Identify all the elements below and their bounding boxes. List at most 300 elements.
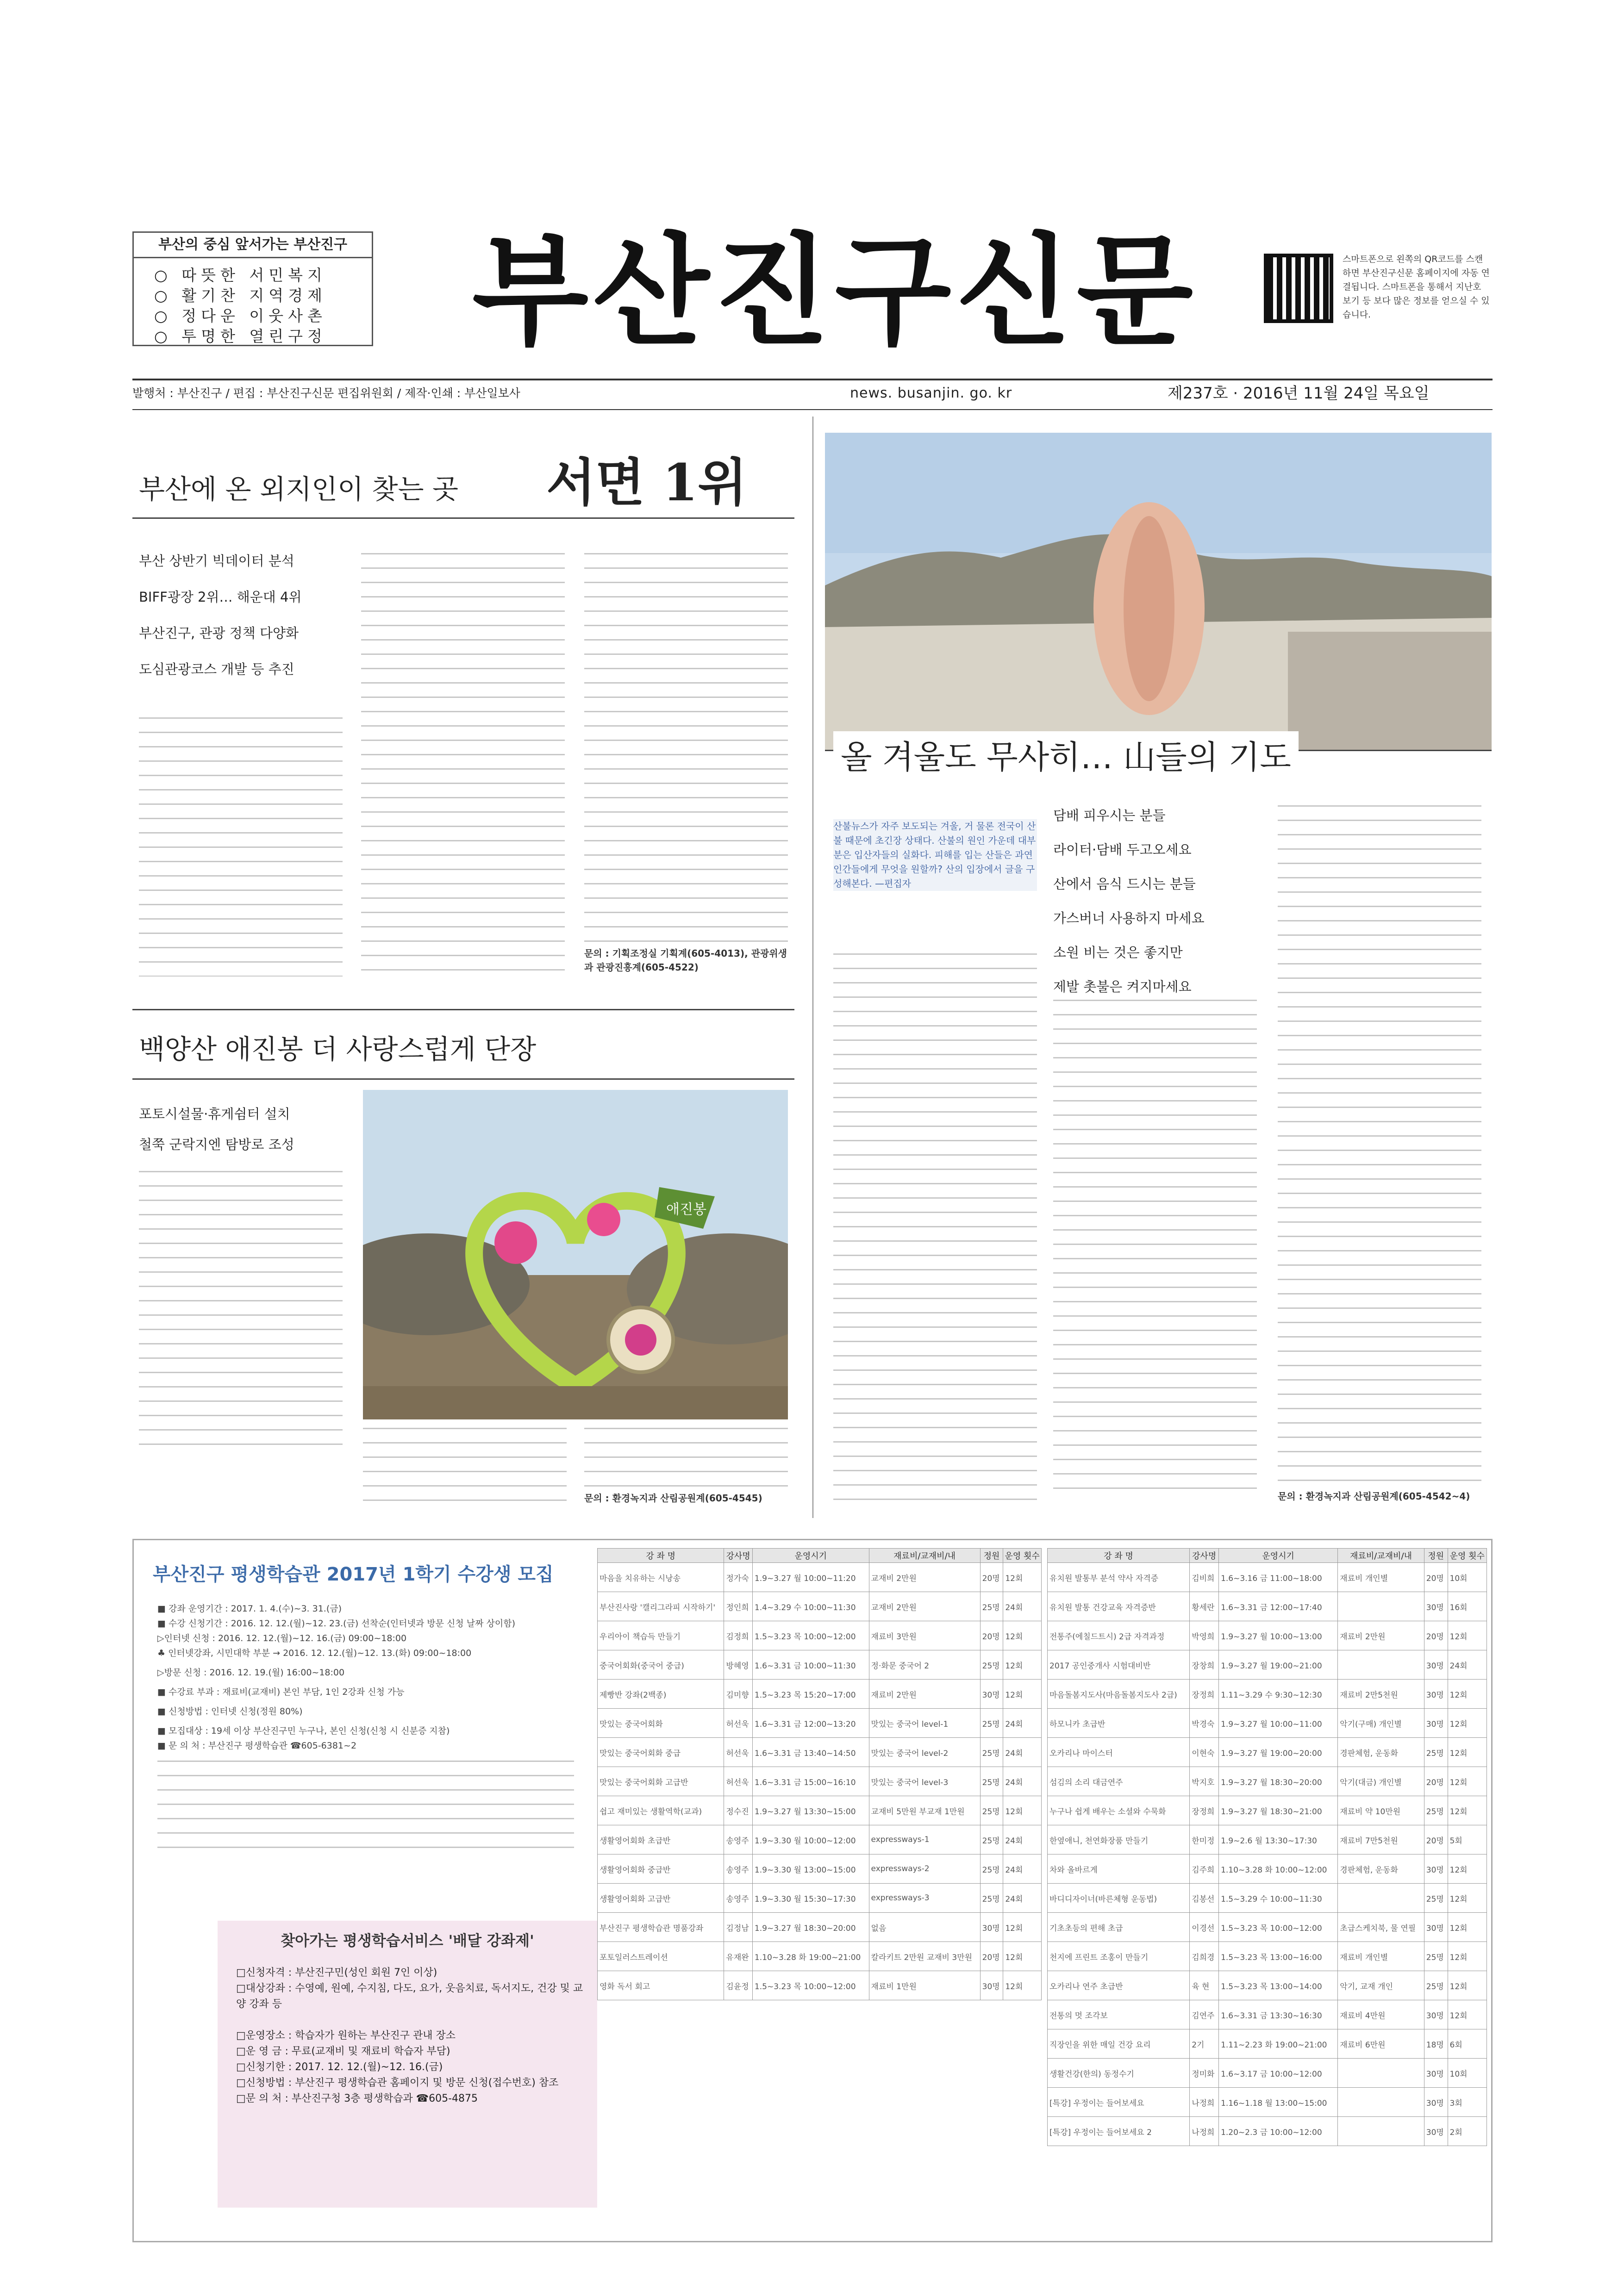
col-header: 강 좌 명 bbox=[598, 1549, 724, 1563]
table-cell bbox=[1338, 1884, 1424, 1913]
table-cell: 재료비 2만원 bbox=[1338, 1621, 1424, 1650]
table-cell: 재료비 7만5천원 bbox=[1338, 1825, 1424, 1854]
table-cell: 24회 bbox=[1003, 1884, 1042, 1913]
table-cell: 1.5~3.23 목 10:00~12:00 bbox=[1219, 1913, 1338, 1942]
table-cell: 1.6~3.31 금 13:40~14:50 bbox=[752, 1738, 869, 1767]
table-cell: 12회 bbox=[1448, 1796, 1487, 1825]
article3-lead: 산불뉴스가 자주 보도되는 겨울, 거 물론 전국이 산불 때문에 초긴장 상태다. 산불의 원인 가운데 대부분은 입산자들의 실화다. 피해를 입는 산들은 과연 인간들에게 무엇을 원할까? 산의 입장에서 글을 구성해본다. —편집자 bbox=[833, 819, 1037, 891]
table-cell: 1.9~3.30 월 13:00~15:00 bbox=[752, 1854, 869, 1884]
table-cell: 1.6~3.31 금 15:00~16:10 bbox=[752, 1767, 869, 1796]
table-cell: 재료비 1만원 bbox=[869, 1971, 980, 2000]
table-cell: 유재완 bbox=[724, 1942, 753, 1971]
table-cell: 20명 bbox=[1424, 1767, 1448, 1796]
table-row bbox=[1048, 2029, 1487, 2059]
table-cell: 김윤정 bbox=[724, 1971, 753, 2000]
recruit-info bbox=[157, 1601, 583, 1848]
table-cell: 제빵반 강좌(2백종) bbox=[598, 1680, 724, 1709]
table-cell: 맛있는 중국어 level-3 bbox=[869, 1767, 980, 1796]
callout: 담배 피우시는 분들 bbox=[1053, 808, 1166, 823]
slogan-line: ○ 활기찬 지역경제 bbox=[154, 286, 327, 305]
table-cell: 섬김의 소리 대금연주 bbox=[1048, 1767, 1190, 1796]
table-cell: 1.6~3.17 금 10:00~12:00 bbox=[1219, 2059, 1338, 2088]
table-cell: 재료비 3만원 bbox=[869, 1621, 980, 1650]
table-cell: 1.5~3.23 목 13:00~14:00 bbox=[1219, 1971, 1338, 2000]
col-header: 운영시기 bbox=[1219, 1549, 1338, 1563]
table-cell: 1.9~3.30 월 15:30~17:30 bbox=[752, 1884, 869, 1913]
table-cell: 쉽고 재미있는 생활역학(교과) bbox=[598, 1796, 724, 1825]
table-cell: 24회 bbox=[1003, 1854, 1042, 1884]
table-cell: 박경숙 bbox=[1190, 1709, 1219, 1738]
website-link[interactable]: news. busanjin. go. kr bbox=[850, 385, 1012, 401]
table-cell: 18명 bbox=[1424, 2029, 1448, 2059]
table-cell: 12회 bbox=[1448, 1680, 1487, 1709]
article2-body-col1 bbox=[139, 1171, 343, 1458]
article1-subheads bbox=[139, 551, 301, 679]
callout: 제발 촛불은 켜지마세요 bbox=[1053, 979, 1192, 995]
table-cell: 하모니카 초급반 bbox=[1048, 1709, 1190, 1738]
table-cell: 장정희 bbox=[1190, 1680, 1219, 1709]
table-cell: 24회 bbox=[1003, 1592, 1042, 1621]
article3-callouts bbox=[1053, 805, 1205, 997]
course-table-left bbox=[597, 1548, 1042, 2000]
table-cell: 20명 bbox=[1424, 1563, 1448, 1592]
table-cell: 1.16~1.18 월 13:00~15:00 bbox=[1219, 2088, 1338, 2117]
table-cell: 1.9~3.27 월 19:00~20:00 bbox=[1219, 1738, 1338, 1767]
table-cell: 12회 bbox=[1003, 1942, 1042, 1971]
table-cell: 포토일러스트레이션 bbox=[598, 1942, 724, 1971]
col-header: 운영시기 bbox=[752, 1549, 869, 1563]
table-cell: 30명 bbox=[980, 1680, 1003, 1709]
info-line: ♣ 인터넷강좌, 시민대학 부분 → 2016. 12. 12.(월)~12. 13.(화) 09:00~18:00 bbox=[157, 1648, 472, 1658]
table-cell: 차와 올바르게 bbox=[1048, 1854, 1190, 1884]
info-line: ■ 신청방법 : 인터넷 신청(정원 80%) bbox=[157, 1706, 303, 1717]
table-cell: 경판체험, 운동화 bbox=[1338, 1738, 1424, 1767]
article1-body-col3 bbox=[584, 553, 788, 944]
table-row bbox=[1048, 1650, 1487, 1680]
table-cell: 맛있는 중국어회화 고급반 bbox=[598, 1767, 724, 1796]
table-cell: 25명 bbox=[980, 1650, 1003, 1680]
table-cell: 1.20~2.3 금 10:00~12:00 bbox=[1219, 2117, 1338, 2146]
table-cell: 30명 bbox=[1424, 1592, 1448, 1621]
table-cell: 1.9~3.30 월 10:00~12:00 bbox=[752, 1825, 869, 1854]
col-header: 강 좌 명 bbox=[1048, 1549, 1190, 1563]
table-cell: 2기 bbox=[1190, 2029, 1219, 2059]
table-cell: 장창희 bbox=[1190, 1650, 1219, 1680]
table-cell: 12회 bbox=[1448, 1971, 1487, 2000]
mountain-photo-art bbox=[825, 433, 1492, 750]
table-cell: 맛있는 중국어회화 중급 bbox=[598, 1738, 724, 1767]
info-bar bbox=[132, 379, 1493, 410]
article1-contact: 문의 : 기획조정실 기획계(605-4013), 관광위생과 관광진흥계(605-4522) bbox=[584, 948, 787, 973]
promo-line: □운 영 금 : 무료(교재비 및 재료비 학습자 부담) bbox=[236, 2046, 450, 2057]
table-cell: 12회 bbox=[1448, 1738, 1487, 1767]
table-cell: 마음돌봄지도사(마음돌봄지도사 2급) bbox=[1048, 1680, 1190, 1709]
table-cell: 교재비 2만원 bbox=[869, 1563, 980, 1592]
table-cell: 12회 bbox=[1003, 1796, 1042, 1825]
table-cell: 1.6~3.31 금 12:00~13:20 bbox=[752, 1709, 869, 1738]
table-cell: 12회 bbox=[1448, 1709, 1487, 1738]
table-row bbox=[598, 1738, 1042, 1767]
table-cell: 부산진구 평생학습관 명품강좌 bbox=[598, 1913, 724, 1942]
table-cell: 악기, 교재 개인 bbox=[1338, 1971, 1424, 2000]
table-cell: 재료비 6만원 bbox=[1338, 2029, 1424, 2059]
table-cell: 정·화문 중국어 2 bbox=[869, 1650, 980, 1680]
article2-headline: 백양산 애진봉 더 사랑스럽게 단장 bbox=[139, 1033, 537, 1065]
table-cell: 교재비 2만원 bbox=[869, 1592, 980, 1621]
table-cell: 정수진 bbox=[724, 1796, 753, 1825]
table-cell: 12회 bbox=[1448, 1767, 1487, 1796]
table-cell: 바디디자이너(바른체형 운동법) bbox=[1048, 1884, 1190, 1913]
table-cell: 김미향 bbox=[724, 1680, 753, 1709]
table-row bbox=[1048, 1738, 1487, 1767]
table-cell: 장정희 bbox=[1190, 1796, 1219, 1825]
table-cell: 2017 공인중개사 시험대비반 bbox=[1048, 1650, 1190, 1680]
table-cell: 1.5~3.23 목 15:20~17:00 bbox=[752, 1680, 869, 1709]
table-cell: 12회 bbox=[1003, 1621, 1042, 1650]
table-cell: 천지에 프린트 조홍이 만들기 bbox=[1048, 1942, 1190, 1971]
table-row bbox=[1048, 1854, 1487, 1884]
table-cell: 생활건강(한의) 동정수기 bbox=[1048, 2059, 1190, 2088]
table-cell: 25명 bbox=[980, 1738, 1003, 1767]
table-cell: 전통주(에칠드트시) 2급 자격과정 bbox=[1048, 1621, 1190, 1650]
table-cell: 25명 bbox=[980, 1884, 1003, 1913]
article3-headline: 올 겨울도 무사히… 山들의 기도 bbox=[833, 731, 1299, 778]
promo-lines bbox=[236, 1965, 588, 2107]
table-cell: 경판체험, 운동화 bbox=[1338, 1854, 1424, 1884]
article3-contact: 문의 : 환경녹지과 산림공원계(605-4542~4) bbox=[1278, 1491, 1470, 1502]
article3-body-col3 bbox=[1278, 805, 1481, 1486]
table-cell: 25명 bbox=[980, 1709, 1003, 1738]
table-row bbox=[598, 1650, 1042, 1680]
table-cell: 악기(대금) 개인별 bbox=[1338, 1767, 1424, 1796]
table-cell: 허선욱 bbox=[724, 1767, 753, 1796]
table-cell: 한옆애니, 천연화장품 만들기 bbox=[1048, 1825, 1190, 1854]
table-cell: 24회 bbox=[1003, 1825, 1042, 1854]
table-row bbox=[598, 1680, 1042, 1709]
article1-headline: 서면 1위 bbox=[546, 453, 747, 512]
table-cell: 10회 bbox=[1448, 1563, 1487, 1592]
table-row bbox=[598, 1709, 1042, 1738]
table-cell: 송영주 bbox=[724, 1884, 753, 1913]
table-cell: 24회 bbox=[1003, 1738, 1042, 1767]
table-row bbox=[598, 1942, 1042, 1971]
subhead: 도심관광코스 개발 등 추진 bbox=[139, 661, 294, 677]
table-cell: 3회 bbox=[1448, 2088, 1487, 2117]
table-cell: 12회 bbox=[1448, 1854, 1487, 1884]
table-cell: 20명 bbox=[980, 1563, 1003, 1592]
table-cell bbox=[1338, 1592, 1424, 1621]
table-cell: expressways-2 bbox=[869, 1854, 980, 1884]
table-cell: 정가숙 bbox=[724, 1563, 753, 1592]
table-cell: 마음을 치유하는 시낭송 bbox=[598, 1563, 724, 1592]
table-cell bbox=[1338, 2088, 1424, 2117]
promo-line: □대상강좌 : 수영예, 원예, 수지침, 다도, 요가, 웃음치료, 독서지도, 건강 및 교양 강좌 등 bbox=[236, 1983, 583, 2010]
table-cell: 김연주 bbox=[1190, 2000, 1219, 2029]
table-cell: 1.9~3.27 월 19:00~21:00 bbox=[1219, 1650, 1338, 1680]
table-cell: 12회 bbox=[1448, 2000, 1487, 2029]
publisher-info: 발행처 : 부산진구 / 편집 : 부산진구신문 편집위원회 / 제작·인쇄 : 부산일보사 bbox=[132, 386, 520, 400]
aejinbong-photo bbox=[363, 1090, 788, 1419]
table-cell: 25명 bbox=[1424, 1738, 1448, 1767]
table-cell: 교재비 5만원 부교재 1만원 bbox=[869, 1796, 980, 1825]
table-cell: expressways-3 bbox=[869, 1884, 980, 1913]
table-cell: 전통의 멋 조각보 bbox=[1048, 2000, 1190, 2029]
table-row bbox=[1048, 2088, 1487, 2117]
table-cell: 12회 bbox=[1448, 1942, 1487, 1971]
table-cell: 30명 bbox=[1424, 2000, 1448, 2029]
table-cell: 생활영어회화 중급반 bbox=[598, 1854, 724, 1884]
table-row bbox=[1048, 1767, 1487, 1796]
table-cell: 24회 bbox=[1003, 1709, 1042, 1738]
table-cell bbox=[1338, 1650, 1424, 1680]
table-cell: 재료비 4만원 bbox=[1338, 2000, 1424, 2029]
info-line: ■ 강좌 운영기간 : 2017. 1. 4.(수)~3. 31.(금) bbox=[157, 1604, 342, 1614]
table-cell: 김정희 bbox=[724, 1621, 753, 1650]
table-cell: 1.9~3.27 월 13:30~15:00 bbox=[752, 1796, 869, 1825]
divider bbox=[132, 1078, 794, 1080]
subhead: BIFF광장 2위… 해운대 4위 bbox=[139, 589, 302, 605]
table-cell: 1.5~3.23 목 10:00~12:00 bbox=[752, 1621, 869, 1650]
table-row bbox=[1048, 2117, 1487, 2146]
article2-body-col2 bbox=[363, 1428, 567, 1502]
article3-body-col2 bbox=[1053, 1000, 1257, 1502]
callout: 가스버너 사용하지 마세요 bbox=[1053, 910, 1205, 926]
mountain-photo bbox=[825, 433, 1492, 750]
table-cell: 누구나 쉽게 배우는 소셜와 수묵화 bbox=[1048, 1796, 1190, 1825]
table-row bbox=[598, 1796, 1042, 1825]
table-cell: 맛있는 중국어회화 bbox=[598, 1709, 724, 1738]
table-cell: 1.4~3.29 수 10:00~11:30 bbox=[752, 1592, 869, 1621]
table-cell: 중국어회화(중국어 중급) bbox=[598, 1650, 724, 1680]
table-cell: 정미화 bbox=[1190, 2059, 1219, 2088]
table-row bbox=[598, 1854, 1042, 1884]
divider bbox=[132, 1009, 794, 1010]
table-cell: 칼라키트 2만원 교재비 3만원 bbox=[869, 1942, 980, 1971]
aejinbong-photo-art bbox=[363, 1090, 788, 1419]
table-cell: 1.9~3.27 월 18:30~21:00 bbox=[1219, 1796, 1338, 1825]
table-cell: 30명 bbox=[1424, 1854, 1448, 1884]
table-cell: 정인희 bbox=[724, 1592, 753, 1621]
subhead: 포토시설물·휴게쉼터 설치 bbox=[139, 1106, 290, 1122]
table-row bbox=[1048, 2059, 1487, 2088]
info-line: ■ 수강 신청기간 : 2016. 12. 12.(월)~12. 23.(금) 선착순(인터넷과 방문 신청 날짜 상이함) bbox=[157, 1618, 515, 1629]
table-cell: 1.9~2.6 월 13:30~17:30 bbox=[1219, 1825, 1338, 1854]
table-cell: 30명 bbox=[1424, 1913, 1448, 1942]
table-cell: 1.9~3.27 월 18:30~20:00 bbox=[752, 1913, 869, 1942]
table-cell: 25명 bbox=[1424, 1796, 1448, 1825]
table-cell: 방혜영 bbox=[724, 1650, 753, 1680]
qr-code-icon[interactable] bbox=[1264, 254, 1333, 323]
info-line: ■ 모집대상 : 19세 이상 부산진구민 누구나, 본인 신청(신청 시 신분증 지참) bbox=[157, 1726, 450, 1736]
table-cell: 25명 bbox=[980, 1767, 1003, 1796]
col-header: 강사명 bbox=[1190, 1549, 1219, 1563]
table-cell: 기초초등의 편해 초급 bbox=[1048, 1913, 1190, 1942]
slogan-line: ○ 따뜻한 서민복지 bbox=[154, 266, 327, 284]
table-cell bbox=[1338, 2117, 1424, 2146]
table-cell: 생활영어회화 초급반 bbox=[598, 1825, 724, 1854]
table-cell: 12회 bbox=[1003, 1650, 1042, 1680]
callout: 소원 비는 것은 좋지만 bbox=[1053, 945, 1183, 960]
issue-date: 제237호 · 2016년 11월 24일 목요일 bbox=[1168, 384, 1430, 403]
subhead: 부산진구, 관광 정책 다양화 bbox=[139, 625, 299, 641]
table-cell: 24회 bbox=[1448, 1650, 1487, 1680]
table-cell: 이현숙 bbox=[1190, 1738, 1219, 1767]
slogan-line: ○ 정다운 이웃사촌 bbox=[154, 307, 327, 325]
table-cell: 30명 bbox=[1424, 2059, 1448, 2088]
table-row bbox=[598, 1621, 1042, 1650]
table-cell: 오카리나 마이스터 bbox=[1048, 1738, 1190, 1767]
table-cell: 김희경 bbox=[1190, 1942, 1219, 1971]
table-cell: [특강] 우정이는 들어보세요 bbox=[1048, 2088, 1190, 2117]
table-cell: 재료비 2만5천원 bbox=[1338, 1680, 1424, 1709]
table-row bbox=[1048, 2000, 1487, 2029]
table-row bbox=[1048, 1680, 1487, 1709]
table-cell: 오카리나 연주 초급반 bbox=[1048, 1971, 1190, 2000]
info-line: ▷방문 신청 : 2016. 12. 19.(월) 16:00~18:00 bbox=[157, 1668, 345, 1678]
table-cell: 25명 bbox=[1424, 1942, 1448, 1971]
table-row bbox=[1048, 1884, 1487, 1913]
bottom-title: 부산진구 평생학습관 2017년 1학기 수강생 모집 bbox=[153, 1564, 554, 1585]
table-cell: 1.6~3.31 금 10:00~11:30 bbox=[752, 1650, 869, 1680]
table-cell: 1.10~3.28 화 19:00~21:00 bbox=[752, 1942, 869, 1971]
table-cell: 10회 bbox=[1448, 2059, 1487, 2088]
table-cell: 유치원 발통부 분석 약사 자격증 bbox=[1048, 1563, 1190, 1592]
table-row bbox=[598, 1884, 1042, 1913]
table-cell: 김비희 bbox=[1190, 1563, 1219, 1592]
table-cell: 1.6~3.31 금 13:30~16:30 bbox=[1219, 2000, 1338, 2029]
col-header: 재료비/교재비/내 bbox=[1338, 1549, 1424, 1563]
table-cell: 12회 bbox=[1448, 1913, 1487, 1942]
table-cell: 1.5~3.29 수 10:00~11:30 bbox=[1219, 1884, 1338, 1913]
table-cell: 30명 bbox=[1424, 2088, 1448, 2117]
table-cell: 재료비 2만원 bbox=[869, 1680, 980, 1709]
table-cell: 1.11~2.23 화 19:00~21:00 bbox=[1219, 2029, 1338, 2059]
table-cell: 1.6~3.31 금 12:00~17:40 bbox=[1219, 1592, 1338, 1621]
col-header: 운영 횟수 bbox=[1003, 1549, 1042, 1563]
table-cell: 1.9~3.27 월 10:00~13:00 bbox=[1219, 1621, 1338, 1650]
info-line: ▷인터넷 신청 : 2016. 12. 12.(월)~12. 16.(금) 09:00~18:00 bbox=[157, 1633, 407, 1643]
table-cell: 1.9~3.27 월 10:00~11:00 bbox=[1219, 1709, 1338, 1738]
table-cell: 초급스케치북, 물 연필 bbox=[1338, 1913, 1424, 1942]
info-line: ■ 수강료 부과 : 재료비(교재비) 본인 부담, 1인 2강좌 신청 가능 bbox=[157, 1687, 405, 1697]
article1-kicker: 부산에 온 외지인이 찾는 곳 bbox=[139, 473, 459, 505]
table-cell: 재료비 개인별 bbox=[1338, 1942, 1424, 1971]
col-header: 정원 bbox=[1424, 1549, 1448, 1563]
table-cell: 박지호 bbox=[1190, 1767, 1219, 1796]
table-cell: 25명 bbox=[980, 1796, 1003, 1825]
info-line: ■ 문 의 처 : 부산진구 평생학습관 ☎605-6381~2 bbox=[157, 1741, 357, 1751]
table-row bbox=[1048, 1942, 1487, 1971]
table-cell: 30명 bbox=[980, 1913, 1003, 1942]
col-header: 강사명 bbox=[724, 1549, 753, 1563]
sign-label: 애진봉 bbox=[666, 1201, 706, 1218]
table-row bbox=[1048, 1592, 1487, 1621]
table-cell: 나정희 bbox=[1190, 2088, 1219, 2117]
table-cell: 1.10~3.28 화 10:00~12:00 bbox=[1219, 1854, 1338, 1884]
table-cell: 1.5~3.23 목 10:00~12:00 bbox=[752, 1971, 869, 2000]
table-row bbox=[1048, 1796, 1487, 1825]
table-cell: 25명 bbox=[980, 1825, 1003, 1854]
table-cell: 이경선 bbox=[1190, 1913, 1219, 1942]
subhead: 철쭉 군락지엔 탐방로 조성 bbox=[139, 1137, 294, 1152]
table-row bbox=[598, 1913, 1042, 1942]
table-cell: 김봉선 bbox=[1190, 1884, 1219, 1913]
table-cell: 황세란 bbox=[1190, 1592, 1219, 1621]
table-row bbox=[598, 1592, 1042, 1621]
table-row bbox=[598, 1767, 1042, 1796]
table-cell: 30명 bbox=[1424, 1709, 1448, 1738]
table-cell: 30명 bbox=[1424, 1680, 1448, 1709]
newspaper-logo: 부산진구신문 bbox=[472, 221, 1198, 362]
table-cell: 송영주 bbox=[724, 1825, 753, 1854]
table-cell: 육 현 bbox=[1190, 1971, 1219, 2000]
slogan-box bbox=[132, 231, 373, 346]
promo-line: □신청기한 : 2017. 12. 12.(월)~12. 16.(금) bbox=[236, 2061, 443, 2073]
table-cell: 16회 bbox=[1448, 1592, 1487, 1621]
table-cell: 25명 bbox=[1424, 1884, 1448, 1913]
table-cell: 30명 bbox=[1424, 2117, 1448, 2146]
table-cell: 25명 bbox=[980, 1854, 1003, 1884]
promo-line: □운영장소 : 학습자가 원하는 부산진구 관내 장소 bbox=[236, 2030, 456, 2041]
col-header: 재료비/교재비/내 bbox=[869, 1549, 980, 1563]
table-cell: 맛있는 중국어 level-1 bbox=[869, 1709, 980, 1738]
article2-body-col3 bbox=[584, 1428, 788, 1488]
table-cell: expressways-1 bbox=[869, 1825, 980, 1854]
table-cell: 6회 bbox=[1448, 2029, 1487, 2059]
info-details bbox=[157, 1761, 574, 1848]
table-cell: 20명 bbox=[1424, 1621, 1448, 1650]
table-row bbox=[1048, 1913, 1487, 1942]
table-cell: 1.9~3.27 월 10:00~11:20 bbox=[752, 1563, 869, 1592]
table-cell: 직장인을 위한 매일 건강 요리 bbox=[1048, 2029, 1190, 2059]
table-cell: 1.6~3.16 금 11:00~18:00 bbox=[1219, 1563, 1338, 1592]
table-cell: 나정희 bbox=[1190, 2117, 1219, 2146]
table-cell: 생활영어회화 고급반 bbox=[598, 1884, 724, 1913]
callout: 산에서 음식 드시는 분들 bbox=[1053, 876, 1196, 892]
promo-line: □신청자격 : 부산진구민(성인 회원 7인 이상) bbox=[236, 1967, 437, 1979]
promo-box bbox=[218, 1921, 597, 2208]
table-cell: 맛있는 중국어 level-2 bbox=[869, 1738, 980, 1767]
promo-title: 찾아가는 평생학습서비스 '배달 강좌제' bbox=[281, 1932, 534, 1949]
table-cell: 1.9~3.27 월 18:30~20:00 bbox=[1219, 1767, 1338, 1796]
table-row bbox=[1048, 1621, 1487, 1650]
table-cell: 30명 bbox=[1424, 1650, 1448, 1680]
table-cell: 12회 bbox=[1003, 1913, 1042, 1942]
table-cell: 25명 bbox=[1424, 1971, 1448, 2000]
article3-body-col1 bbox=[833, 953, 1037, 1502]
table-cell: 허선욱 bbox=[724, 1738, 753, 1767]
table-cell: 재료비 약 10만원 bbox=[1338, 1796, 1424, 1825]
col-header: 정원 bbox=[980, 1549, 1003, 1563]
table-cell: 한미정 bbox=[1190, 1825, 1219, 1854]
table-row bbox=[1048, 1709, 1487, 1738]
table-cell: 영화 독서 회고 bbox=[598, 1971, 724, 2000]
callout: 라이터·담배 두고오세요 bbox=[1053, 842, 1192, 858]
promo-line: □신청방법 : 부산진구 평생학습관 홈페이지 및 방문 신청(접수번호) 참조 bbox=[236, 2077, 559, 2089]
table-cell: [특강] 우정이는 들어보세요 2 bbox=[1048, 2117, 1190, 2146]
table-row bbox=[598, 1971, 1042, 2000]
table-cell: 없음 bbox=[869, 1913, 980, 1942]
slogan-title: 부산의 중심 앞서가는 부산진구 bbox=[134, 233, 372, 258]
course-table-right bbox=[1047, 1548, 1487, 2146]
table-cell: 박영희 bbox=[1190, 1621, 1219, 1650]
table-cell: 재료비 개인별 bbox=[1338, 1563, 1424, 1592]
table-cell: 1.5~3.23 목 13:00~16:00 bbox=[1219, 1942, 1338, 1971]
table-cell: 20명 bbox=[1424, 1825, 1448, 1854]
table-cell: 유치원 발통 건강교육 자격증반 bbox=[1048, 1592, 1190, 1621]
table-cell: 30명 bbox=[980, 1971, 1003, 2000]
table-cell: 20명 bbox=[980, 1942, 1003, 1971]
